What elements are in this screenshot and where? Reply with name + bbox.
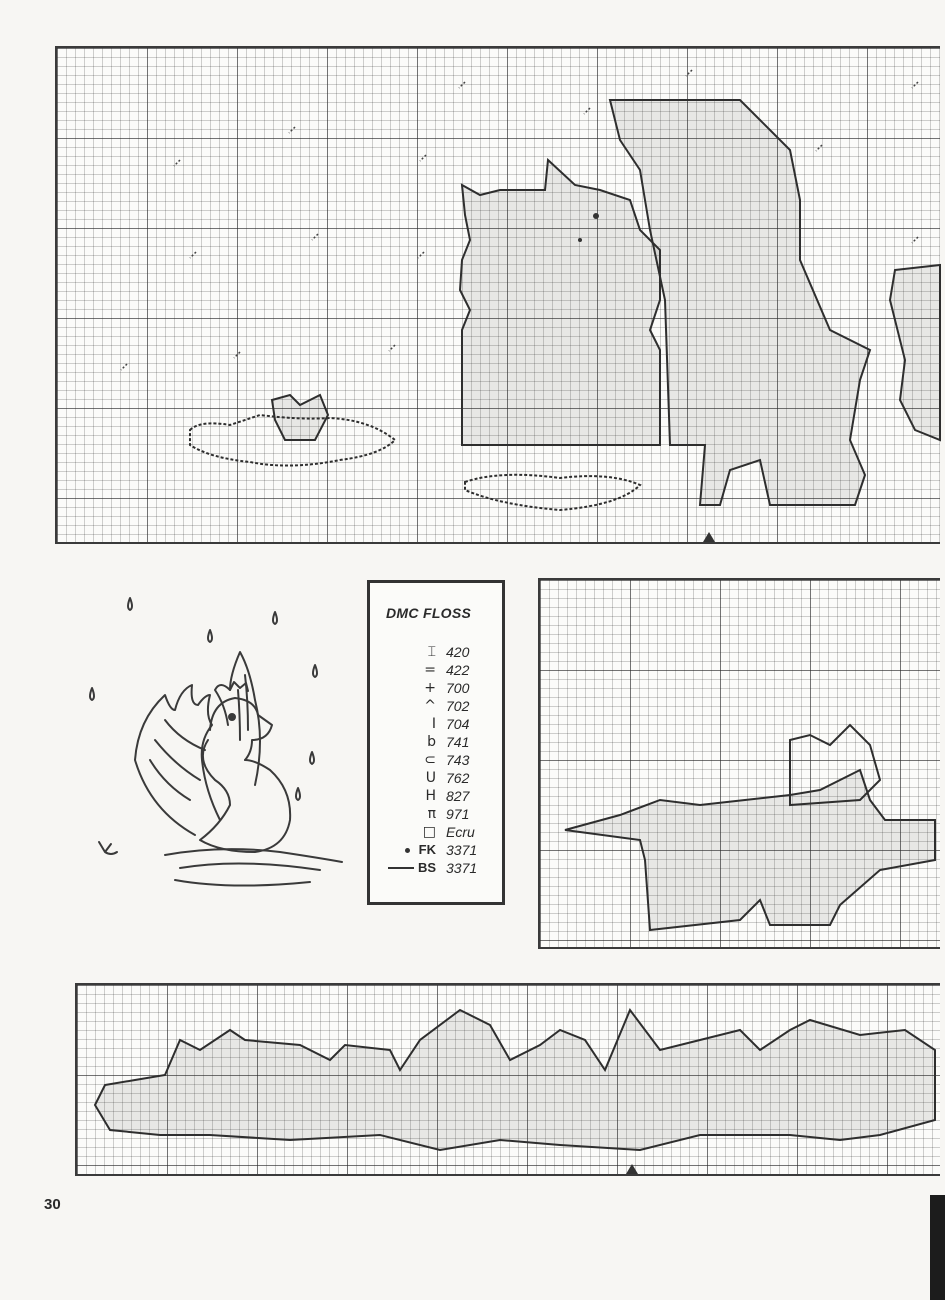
stitch-symbol: π	[427, 806, 436, 822]
key-row-827	[378, 787, 498, 805]
duck-illustration	[80, 590, 360, 900]
key-row-971	[378, 805, 498, 823]
backstitch-line-icon	[388, 867, 414, 869]
cat-motif-left	[460, 160, 660, 445]
stitch-symbol: +	[424, 680, 436, 696]
page-edge-shadow	[930, 1195, 945, 1300]
floss-number: 741	[446, 734, 470, 750]
key-row-backstitch	[378, 859, 498, 877]
stitch-symbol: =	[424, 662, 436, 678]
stitch-code: BS	[417, 860, 436, 875]
duck-head	[210, 698, 272, 760]
stitch-symbol: □	[422, 824, 436, 840]
key-row-741	[378, 733, 498, 751]
raindrop-icon	[128, 598, 132, 610]
floss-number: 762	[446, 770, 470, 786]
bird-motif	[272, 395, 328, 440]
floss-number: 702	[446, 698, 470, 714]
duck-body	[200, 740, 290, 852]
floss-number: 422	[446, 662, 470, 678]
french-knot-icon	[405, 848, 410, 853]
left-wing	[135, 685, 220, 835]
key-row-743	[378, 751, 498, 769]
key-row-ecru	[378, 823, 498, 841]
raindrop-icon	[296, 788, 300, 800]
floss-number: 420	[446, 644, 470, 660]
puddle-outline-lower	[465, 475, 640, 510]
key-row-french-knot	[378, 841, 498, 859]
floss-number: 971	[446, 806, 470, 822]
key-title: DMC FLOSS	[386, 605, 472, 621]
floss-number: Ecru	[446, 824, 475, 840]
page-number: 30	[44, 1196, 61, 1213]
raindrop-icon	[313, 665, 317, 677]
floss-number: 827	[446, 788, 470, 804]
raindrop-icon	[310, 752, 314, 764]
stitch-symbol: U	[425, 770, 436, 786]
edge-motif	[890, 265, 940, 440]
raindrop-icon	[273, 612, 277, 624]
floss-key	[367, 580, 505, 905]
floss-number: 704	[446, 716, 470, 732]
key-row-700	[378, 679, 498, 697]
floss-number: 3371	[446, 842, 478, 858]
floss-number: 700	[446, 680, 470, 696]
stitch-symbol: ^	[424, 698, 436, 714]
raindrop-icon	[90, 688, 94, 700]
raindrop-icon	[208, 630, 212, 642]
key-row-702	[378, 697, 498, 715]
right-wing	[215, 652, 260, 785]
stitch-symbol: H	[425, 788, 436, 804]
floss-number: 743	[446, 752, 470, 768]
duck-border-motif	[95, 1010, 935, 1150]
key-row-704	[378, 715, 498, 733]
key-row-422	[378, 661, 498, 679]
stitch-symbol: ⊂	[424, 752, 436, 768]
stitch-code: FK	[418, 842, 436, 857]
duck-motif	[565, 770, 935, 930]
stitch-symbol: b	[427, 734, 436, 750]
stitch-symbol: I	[431, 716, 436, 732]
stitch-symbol: ⌶	[427, 644, 436, 660]
key-row-762	[378, 769, 498, 787]
floss-number: 3371	[446, 860, 478, 876]
key-row-420	[378, 643, 498, 661]
